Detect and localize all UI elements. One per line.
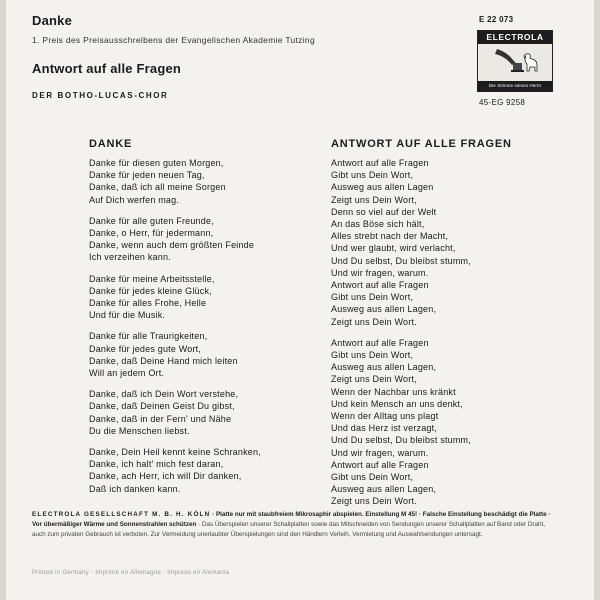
lyrics-heading-danke: DANKE: [89, 138, 133, 150]
sleeve-edge-right: [594, 0, 600, 600]
lyric-line: Wenn der Nachbar uns kränkt: [331, 386, 456, 397]
lyric-line: Und Du selbst, Du bleibst stumm,: [331, 435, 471, 446]
lyric-line: Ausweg aus allen Lagen,: [331, 304, 437, 315]
lyric-line: Danke, daß ich Dein Wort verstehe,: [89, 389, 239, 400]
matrix-number: 45-EG 9258: [479, 98, 526, 107]
lyric-line: Will an jedem Ort.: [89, 368, 165, 379]
lyric-line: Alles strebt nach der Macht,: [331, 231, 449, 242]
lyric-line: Danke für meine Arbeitsstelle,: [89, 273, 215, 284]
lyric-line: Danke für jeden neuen Tag,: [89, 170, 205, 181]
stanza: [89, 388, 261, 437]
lyric-line: Gibt uns Dein Wort,: [331, 350, 414, 361]
lyric-line: Danke, daß ich all meine Sorgen: [89, 182, 226, 193]
lyric-line: Danke, daß Deinen Geist Du gibst,: [89, 401, 235, 412]
stanza: [89, 215, 261, 264]
lyric-line: Danke, o Herr, für jedermann,: [89, 228, 214, 239]
lyric-line: Und wer glaubt, wird verlacht,: [331, 243, 456, 254]
lyric-line: Gibt uns Dein Wort,: [331, 292, 414, 303]
playback-notice: · Platte nur mit staubfreiem Mikrosaphir abspielen. Einstellung M 45! · Falsche Einstellung beschädigt die Platte · Vor übermäßiger Wärme und Sonnenstrahlen schützen: [32, 511, 551, 528]
printed-in-germany: Printed in Germany · Imprimé en Allemagne · Impreso en Alemania: [32, 570, 230, 576]
song-title-a: Danke: [32, 13, 73, 28]
copyright-notice: · Das Überspielen unserer Schallplatten sowie das Mitschneiden von Sendungen unserer Schallplatten auf Band oder Draht, auch zum privaten Gebrauch ist verboten. Zur Vermeidung unerlaubter Überspielungen sind den Händlern Verleih, Vermietung und Auswahlsendungen untersagt.: [32, 521, 545, 538]
lyric-line: Danke für alle guten Freunde,: [89, 215, 214, 226]
stanza: [89, 446, 261, 495]
lyric-line: Denn so viel auf der Welt: [331, 206, 437, 217]
lyric-line: Und wir fragen, warum.: [331, 267, 429, 278]
lyric-line: Und Du selbst, Du bleibst stumm,: [331, 255, 471, 266]
lyric-line: Ausweg aus allen Lagen,: [331, 484, 437, 495]
lyric-line: Zeigt uns Dein Wort.: [331, 316, 417, 327]
award-subtitle: 1. Preis des Preisausschreibens der Evangelischen Akademie Tutzing: [32, 35, 315, 45]
company-name: ELECTROLA GESELLSCHAFT M. B. H. KÖLN: [32, 511, 211, 518]
lyric-line: Ausweg aus allen Lagen,: [331, 362, 437, 373]
lyrics-column-antwort: [331, 157, 471, 517]
lyric-line: Zeigt uns Dein Wort.: [331, 496, 417, 507]
lyric-line: Danke für alle Traurigkeiten,: [89, 331, 208, 342]
stanza: [89, 273, 261, 322]
stanza: [331, 337, 471, 508]
sleeve-edge-left: [0, 0, 6, 600]
lyric-line: Danke, ich halt' mich fest daran,: [89, 459, 224, 470]
stanza: [331, 157, 471, 328]
lyric-line: Gibt uns Dein Wort,: [331, 170, 414, 181]
lyric-line: Danke, daß Deine Hand mich leiten: [89, 355, 238, 366]
lyric-line: Und kein Mensch an uns denkt,: [331, 398, 463, 409]
lyric-line: Danke, wenn auch dem größten Feinde: [89, 240, 255, 251]
lyric-line: Ich verzeihen kann.: [89, 252, 171, 263]
lyric-line: Danke für jedes gute Wort,: [89, 343, 202, 354]
lyric-line: Und für die Musik.: [89, 310, 166, 321]
lyric-line: Du die Menschen liebst.: [89, 425, 190, 436]
lyric-line: Antwort auf alle Fragen: [331, 158, 429, 168]
lyric-line: Auf Dich werfen mag.: [89, 194, 180, 205]
lyric-line: Antwort auf alle Fragen: [331, 459, 429, 470]
brand-name: ELECTROLA: [478, 31, 552, 44]
electrola-logo: [477, 30, 553, 92]
lyric-line: Zeigt uns Dein Wort,: [331, 194, 417, 205]
lyric-line: Und das Herz ist verzagt,: [331, 423, 438, 434]
lyric-line: Wenn der Alltag uns plagt: [331, 411, 439, 422]
lyric-line: Danke für jedes kleine Glück,: [89, 285, 212, 296]
lyric-line: Antwort auf alle Fragen: [331, 337, 429, 348]
lyric-line: Danke, daß in der Fern' und Nähe: [89, 413, 232, 424]
lyric-line: Zeigt uns Dein Wort,: [331, 374, 417, 385]
stanza: [89, 157, 261, 206]
lyric-line: Und wir fragen, warum.: [331, 447, 429, 458]
lyric-line: Danke für diesen guten Morgen,: [89, 158, 224, 168]
lyric-line: Danke, ach Herr, ich will Dir danken,: [89, 471, 242, 482]
lyric-line: An das Böse sich hält,: [331, 219, 425, 230]
footer-notice: [32, 510, 558, 540]
lyric-line: Danke, Dein Heil kennt keine Schranken,: [89, 447, 261, 458]
lyrics-column-danke: [89, 157, 261, 504]
lyric-line: Gibt uns Dein Wort,: [331, 472, 414, 483]
artist-name: DER BOTHO-LUCAS-CHOR: [32, 91, 169, 100]
lyric-line: Ausweg aus allen Lagen: [331, 182, 434, 193]
lyric-line: Antwort auf alle Fragen: [331, 280, 429, 291]
lyric-line: Danke für alles Frohe, Helle: [89, 298, 207, 309]
stanza: [89, 330, 261, 379]
catalog-number: E 22 073: [479, 15, 514, 24]
song-title-b: Antwort auf alle Fragen: [32, 61, 182, 76]
brand-slogan: Die Stimme seines Herrn: [478, 81, 552, 91]
lyric-line: Daß ich danken kann.: [89, 483, 181, 494]
his-masters-voice-dog-icon: [491, 46, 541, 74]
lyrics-heading-antwort: ANTWORT AUF ALLE FRAGEN: [331, 138, 512, 150]
